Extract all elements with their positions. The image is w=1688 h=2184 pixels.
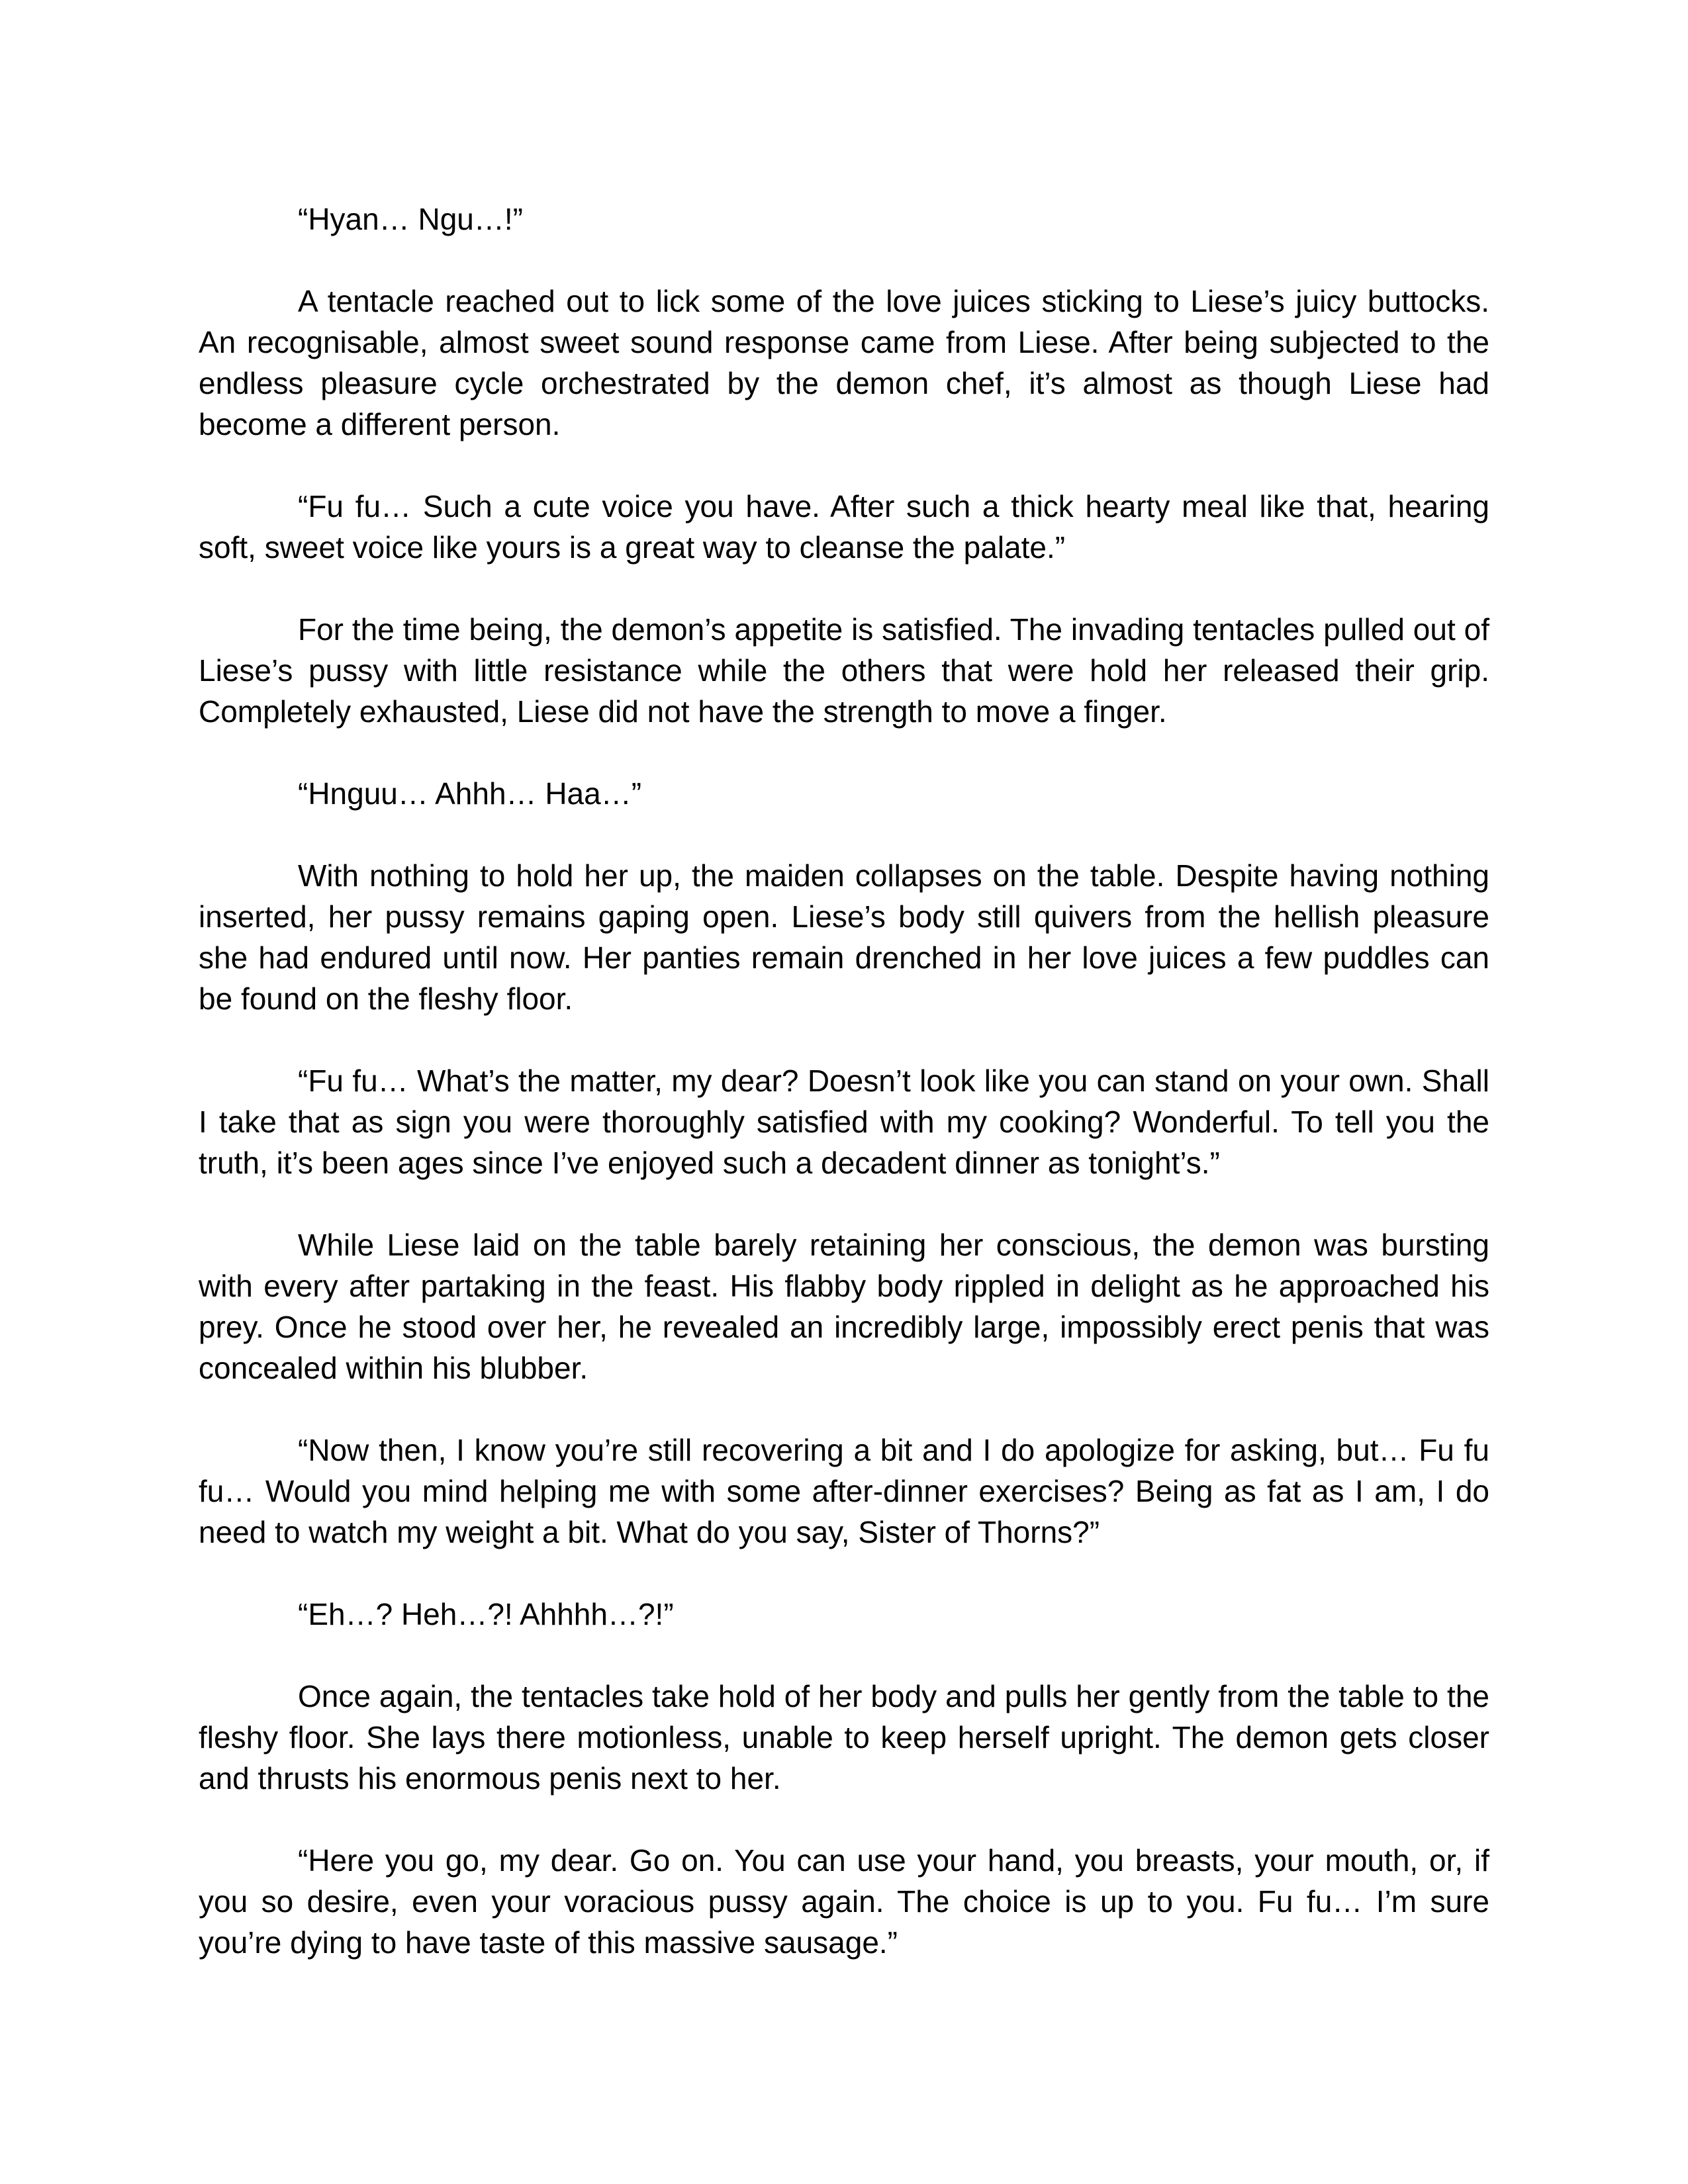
paragraph-01: “Hyan… Ngu…!”: [298, 202, 523, 236]
paragraph-11: Once again, the tentacles take hold of her body and pulls her gently from the table to the fleshy floor. She lays there motionless, unable to keep herself upright. The demon gets closer and thrusts his enormous penis next to her.: [199, 1679, 1489, 1796]
paragraph-07: “Fu fu… What’s the matter, my dear? Doesn’t look like you can stand on your own. Shall I take that as sign you were thoroughly satisfied with my cooking? Wonderful. To tell you the truth, it’s been ages since I’ve enjoyed such a decadent dinner as tonight’s.”: [199, 1064, 1489, 1180]
paragraph-12: “Here you go, my dear. Go on. You can use your hand, you breasts, your mouth, or, if you so desire, even your voracious pussy again. The choice is up to you. Fu fu… I’m sure you’re dying to have taste of this massive sausage.”: [199, 1843, 1489, 1960]
paragraph-04: For the time being, the demon’s appetite is satisfied. The invading tentacles pulled out of Liese’s pussy with little resistance while the others that were hold her released their grip. Completely exhausted, Liese did not have the strength to move a finger.: [199, 612, 1489, 729]
paragraph-08: While Liese laid on the table barely retaining her conscious, the demon was bursting with every after partaking in the feast. His flabby body rippled in delight as he approached his prey. Once he stood over her, he revealed an incredibly large, impossibly erect penis that was concealed within his blubber.: [199, 1228, 1489, 1385]
paragraph-02: A tentacle reached out to lick some of the love juices sticking to Liese’s juicy buttocks. An recognisable, almost sweet sound response came from Liese. After being subjected to the endless pleasure cycle orchestrated by the demon chef, it’s almost as though Liese had become a different person.: [199, 284, 1489, 441]
paragraph-09: “Now then, I know you’re still recovering a bit and I do apologize for asking, but… Fu fu fu… Would you mind helping me with some after-dinner exercises? Being as fat as I am, I do need to watch my weight a bit. What do you say, Sister of Thorns?”: [199, 1433, 1489, 1549]
paragraph-05: “Hnguu… Ahhh… Haa…”: [298, 776, 642, 811]
paragraph-03: “Fu fu… Such a cute voice you have. After such a thick hearty meal like that, hearing soft, sweet voice like yours is a great way to cleanse the palate.”: [199, 489, 1489, 565]
paragraph-10: “Eh…? Heh…?! Ahhhh…?!”: [298, 1597, 674, 1631]
paragraph-06: With nothing to hold her up, the maiden collapses on the table. Despite having nothing inserted, her pussy remains gaping open. Liese’s body still quivers from the hellish pleasure she had endured until now. Her panties remain drenched in her love juices a few puddles can be found on the fleshy floor.: [199, 858, 1489, 1016]
